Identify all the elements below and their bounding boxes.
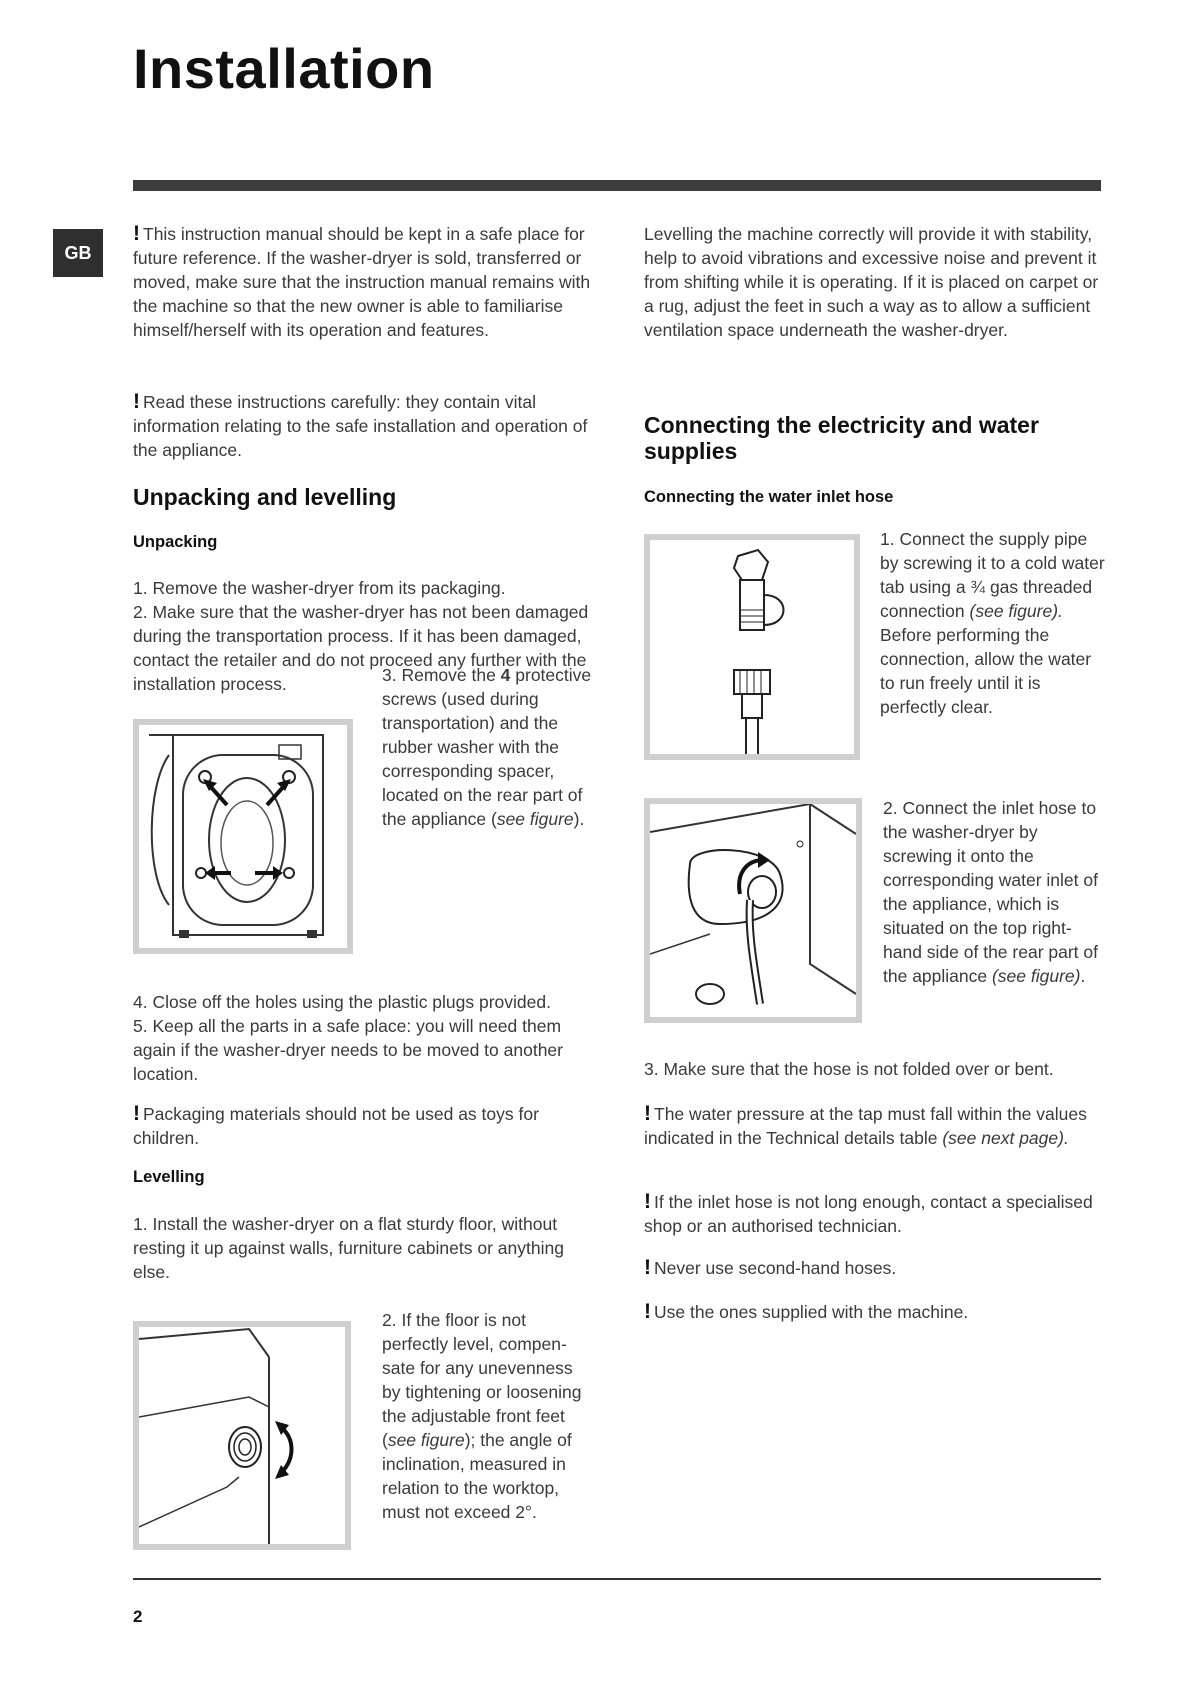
pressure-warning: ! The water pressure at the tap must fall within the values indicated in the Technical details table (see next page). bbox=[644, 1102, 1087, 1148]
hose-length-warning: ! If the inlet hose is not long enough, contact a specialised shop or an authorised technician. bbox=[644, 1190, 1093, 1236]
unpacking-step-5: 5. Keep all the parts in a safe place: you will need them again if the washer-dryer needs to be moved to another location. bbox=[133, 1016, 563, 1084]
second-hand-warning: ! Never use second-hand hoses. bbox=[644, 1256, 897, 1279]
inlet-hose-figure bbox=[644, 798, 862, 1023]
warning-mark: ! bbox=[133, 390, 140, 413]
warning-mark: ! bbox=[644, 1256, 651, 1279]
warning-mark: ! bbox=[133, 1102, 140, 1125]
levelling-benefits: Levelling the machine correctly will provide it with stability, help to avoid vibrations and excessive noise and prevent it from shifting while it is operating. If it is placed on carpet or a rug, adjust the feet in such a way as to allow a sufficient ventilation space underneath the washer-dryer. bbox=[644, 224, 1099, 340]
warning-mark: ! bbox=[133, 222, 140, 245]
supplied-hoses-warning: ! Use the ones supplied with the machine. bbox=[644, 1300, 969, 1323]
rear-screws-figure bbox=[133, 719, 353, 954]
warning-mark: ! bbox=[644, 1190, 651, 1213]
warning-mark: ! bbox=[644, 1102, 651, 1125]
unpacking-step-1: 1. Remove the washer-dryer from its packaging. bbox=[133, 578, 506, 598]
subheading-inlet-hose: Connecting the water inlet hose bbox=[644, 488, 894, 506]
levelling-step-1: 1. Install the washer-dryer on a flat sturdy floor, without resting it up against walls, furniture cabinets or anything else. bbox=[133, 1214, 564, 1282]
washer-inlet-illustration bbox=[650, 804, 856, 1017]
intro-note-2: ! Read these instructions carefully: they contain vital information relating to the safe installation and operation of the appliance. bbox=[133, 390, 588, 460]
footer-rule bbox=[133, 1578, 1101, 1580]
header-rule bbox=[133, 180, 1101, 191]
section-heading-unpacking-levelling: Unpacking and levelling bbox=[133, 484, 397, 510]
unpacking-step-3: 3. Remove the 4 protective screws (used during transportation) and the rubber washer with the corresponding spacer, located on the rear part of the appliance (see figure). bbox=[382, 665, 592, 829]
front-feet-figure bbox=[133, 1321, 351, 1550]
subheading-unpacking: Unpacking bbox=[133, 533, 218, 551]
connect-step-2: 2. Connect the inlet hose to the washer-dryer by screwing it onto the corresponding water inlet of the appliance, which is situated on the top right-hand side of the rear part of the appliance (see figure). bbox=[883, 798, 1098, 986]
washer-rear-illustration bbox=[139, 725, 347, 948]
tap-and-hose-illustration bbox=[650, 540, 854, 754]
adjustable-foot-illustration bbox=[139, 1327, 345, 1544]
tap-connection-figure bbox=[644, 534, 860, 760]
subheading-levelling: Levelling bbox=[133, 1168, 205, 1186]
section-heading-connecting: Connecting the electricity and water supplies bbox=[644, 412, 1039, 464]
warning-mark: ! bbox=[644, 1300, 651, 1323]
packaging-warning: ! Packaging materials should not be used as toys for children. bbox=[133, 1102, 539, 1148]
unpacking-step-2: 2. Make sure that the washer-dryer has not been damaged during the transportation process. If it has been damaged, contact the retailer and do not proceed any further with the installation process. bbox=[133, 602, 589, 694]
connect-step-1: 1. Connect the supply pipe by screwing it to a cold water tab using a ¾ gas threaded connection (see figure). Before performing the connection, allow the water to run freely until it is perfectly clear. bbox=[880, 529, 1105, 717]
intro-note-1: ! This instruction manual should be kept in a safe place for future reference. If the washer-dryer is sold, transferred or moved, make sure that the instruction manual remains with the machine so that the new owner is able to familiarise himself/herself with its operation and features. bbox=[133, 222, 591, 340]
unpacking-step-4: 4. Close off the holes using the plastic plugs provided. bbox=[133, 992, 551, 1012]
connect-step-3: 3. Make sure that the hose is not folded over or bent. bbox=[644, 1059, 1054, 1079]
language-tab: GB bbox=[53, 229, 103, 277]
levelling-step-2: 2. If the floor is not perfectly level, compen-sate for any unevenness by tightening or loosening the adjustable front feet (see figure); the angle of inclination, measured in relation to the worktop, must not exceed 2°. bbox=[382, 1310, 582, 1522]
page-number: 2 bbox=[133, 1607, 143, 1626]
page-title: Installation bbox=[133, 37, 435, 100]
